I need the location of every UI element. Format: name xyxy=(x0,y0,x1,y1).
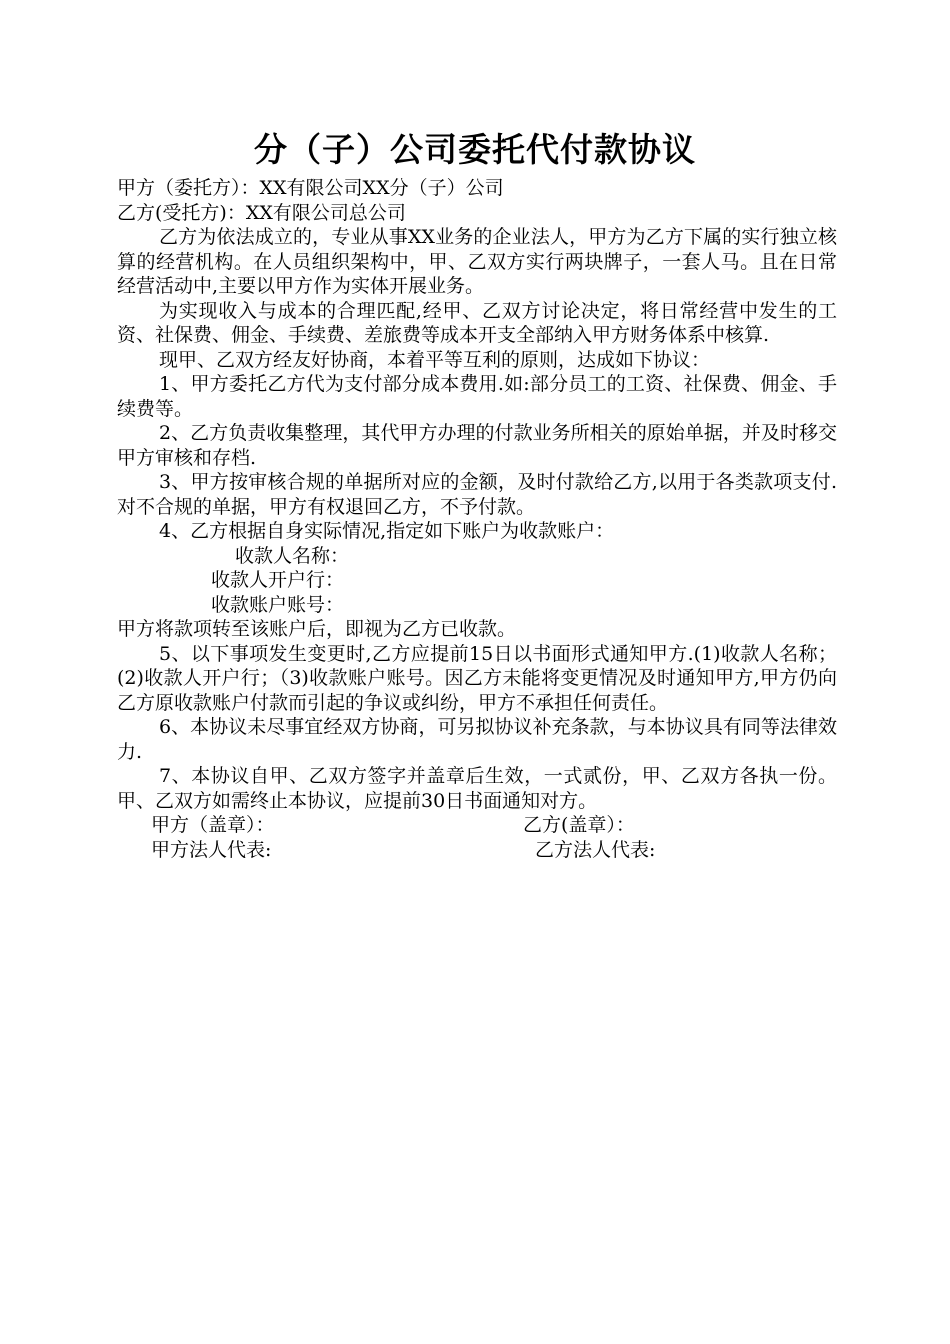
clause-4-tail: 甲方将款项转至该账户后，即视为乙方已收款。 xyxy=(117,618,517,640)
payee-account-label: 收款账户账号： xyxy=(211,593,345,616)
intro-paragraph-2: 为实现收入与成本的合理匹配,经甲、乙双方讨论决定，将日常经营中发生的工资、社保费、佣金、手续费、差旅费等成本开支全部纳入甲方财务体系中核算. xyxy=(117,299,837,346)
payee-name-label: 收款人名称： xyxy=(235,544,350,567)
representative-row xyxy=(117,838,837,863)
clause-1: 1、甲方委托乙方代为支付部分成本费用.如:部分员工的工资、社保费、佣金、手续费等。 xyxy=(117,373,837,420)
party-a-seal: 甲方（盖章）： xyxy=(151,814,275,836)
party-a-line: 甲方（委托方）：XX有限公司XX分（子）公司 xyxy=(117,177,504,199)
document-title: 分（子）公司委托代付款协议 xyxy=(254,130,696,169)
document-body xyxy=(117,176,837,862)
clause-7: 7、本协议自甲、乙双方签字并盖章后生效，一式贰份，甲、乙双方各执一份。甲、乙双方如需终止本协议，应提前30日书面通知对方。 xyxy=(117,765,837,812)
party-a-representative: 甲方法人代表: xyxy=(151,838,272,861)
clause-6: 6、本协议未尽事宜经双方协商，可另拟协议补充条款，与本协议具有同等法律效力. xyxy=(117,716,837,763)
clause-5: 5、以下事项发生变更时,乙方应提前15日以书面形式通知甲方.(1)收款人名称；(2)收款人开户行；（3)收款账户账号。因乙方未能将变更情况及时通知甲方,甲方仍向乙方原收款账户付款而引起的争议或纠纷，甲方不承担任何责任。 xyxy=(117,642,837,714)
clause-2: 2、乙方负责收集整理，其代甲方办理的付款业务所相关的原始单据，并及时移交甲方审核和存档. xyxy=(117,422,837,469)
seal-row xyxy=(117,813,837,838)
intro-paragraph-1: 乙方为依法成立的，专业从事XX业务的企业法人，甲方为乙方下属的实行独立核算的经营机构。在人员组织架构中，甲、乙双方实行两块牌子，一套人马。且在日常经营活动中,主要以甲方作为实体开展业务。 xyxy=(117,226,837,297)
party-b-representative: 乙方法人代表: xyxy=(535,838,656,861)
clause-4: 4、乙方根据自身实际情况,指定如下账户为收款账户： xyxy=(159,520,615,542)
intro-paragraph-3: 现甲、乙双方经友好协商，本着平等互利的原则，达成如下协议： xyxy=(159,348,711,371)
party-b-line: 乙方(受托方)：XX有限公司总公司 xyxy=(117,201,406,224)
payee-bank-label: 收款人开户行： xyxy=(211,569,345,591)
party-b-seal: 乙方(盖章）： xyxy=(523,814,635,836)
clause-3: 3、甲方按审核合规的单据所对应的金额，及时付款给乙方,以用于各类款项支付.对不合规的单据，甲方有权退回乙方，不予付款。 xyxy=(117,471,837,518)
